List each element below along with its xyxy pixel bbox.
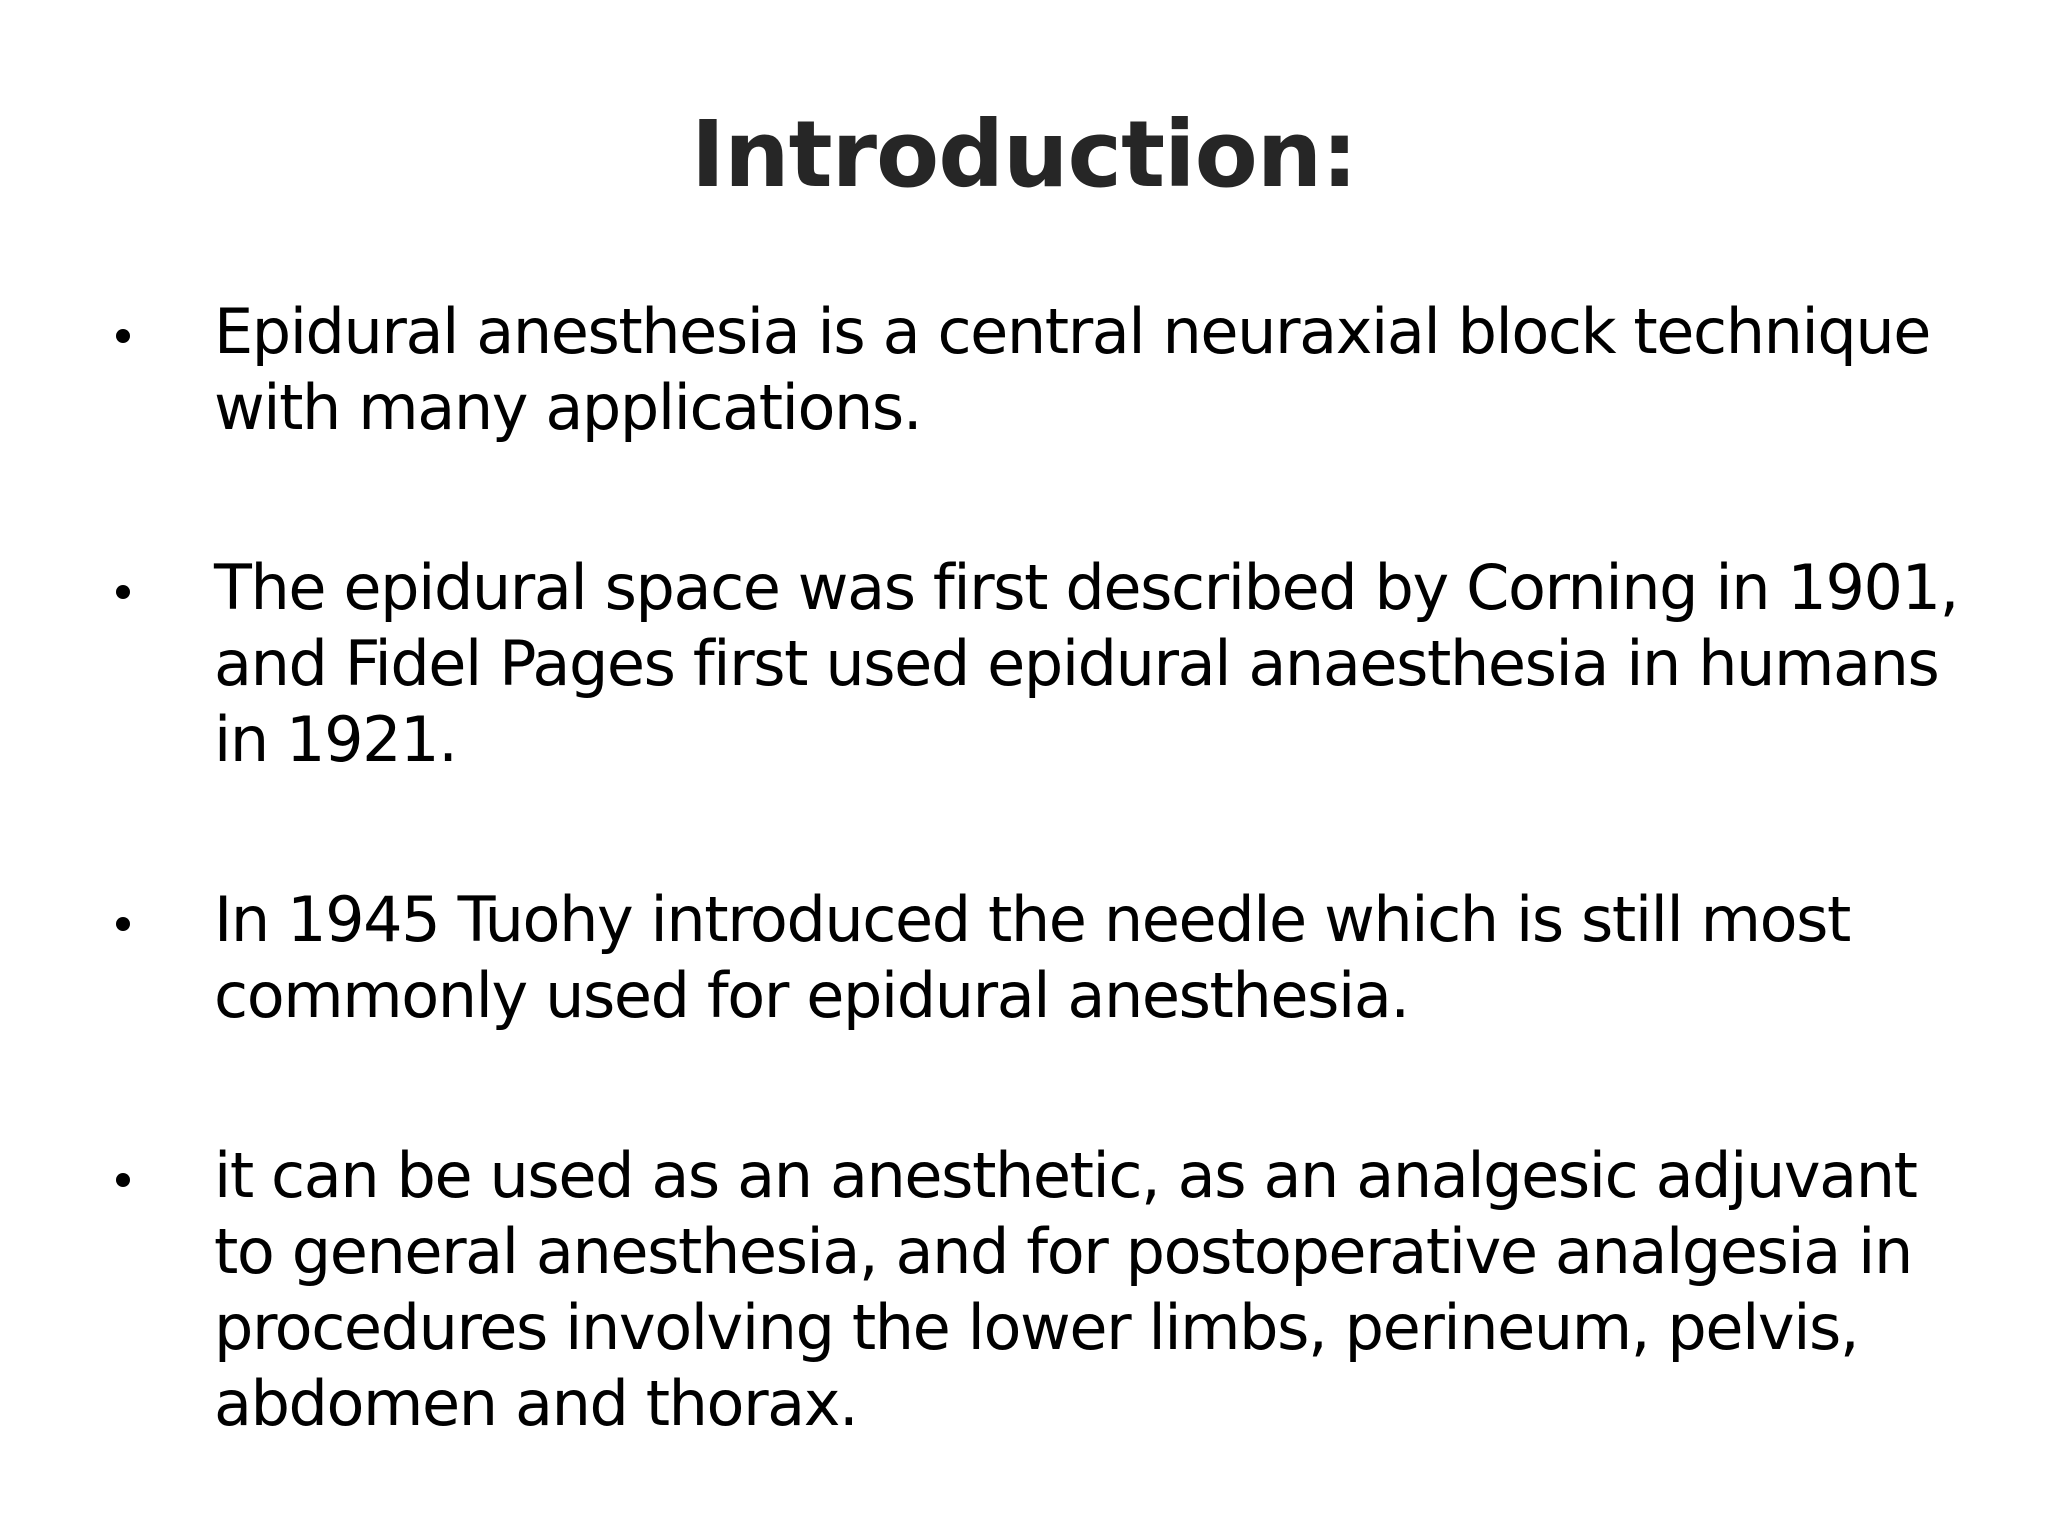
bullet-item — [100, 550, 1980, 778]
bullet-dot-icon — [116, 585, 130, 599]
bullet-dot-icon — [116, 1173, 130, 1187]
bullet-dot-icon — [116, 329, 130, 343]
bullet-text: Epidural anesthesia is a central neuraxial block technique with many applications. — [214, 295, 1930, 444]
bullet-dot-icon — [116, 917, 130, 931]
bullet-text: it can be used as an anesthetic, as an analgesic adjuvant to general anesthesia, and for postoperative analgesia in procedures involving the lower limbs, perineum, pelvis, abdomen and thorax. — [214, 1139, 1917, 1440]
bullet-item — [100, 882, 1980, 1034]
bullet-list — [100, 294, 1980, 1442]
bullet-text: In 1945 Tuohy introduced the needle which is still most commonly used for epidural anesthesia. — [214, 883, 1850, 1032]
slide-title: Introduction: — [690, 101, 1358, 208]
bullet-item — [100, 294, 1980, 446]
bullet-item — [100, 1138, 1980, 1442]
bullet-text: The epidural space was first described by Corning in 1901, and Fidel Pages first used epidural anaesthesia in humans in 1921. — [214, 551, 1958, 776]
